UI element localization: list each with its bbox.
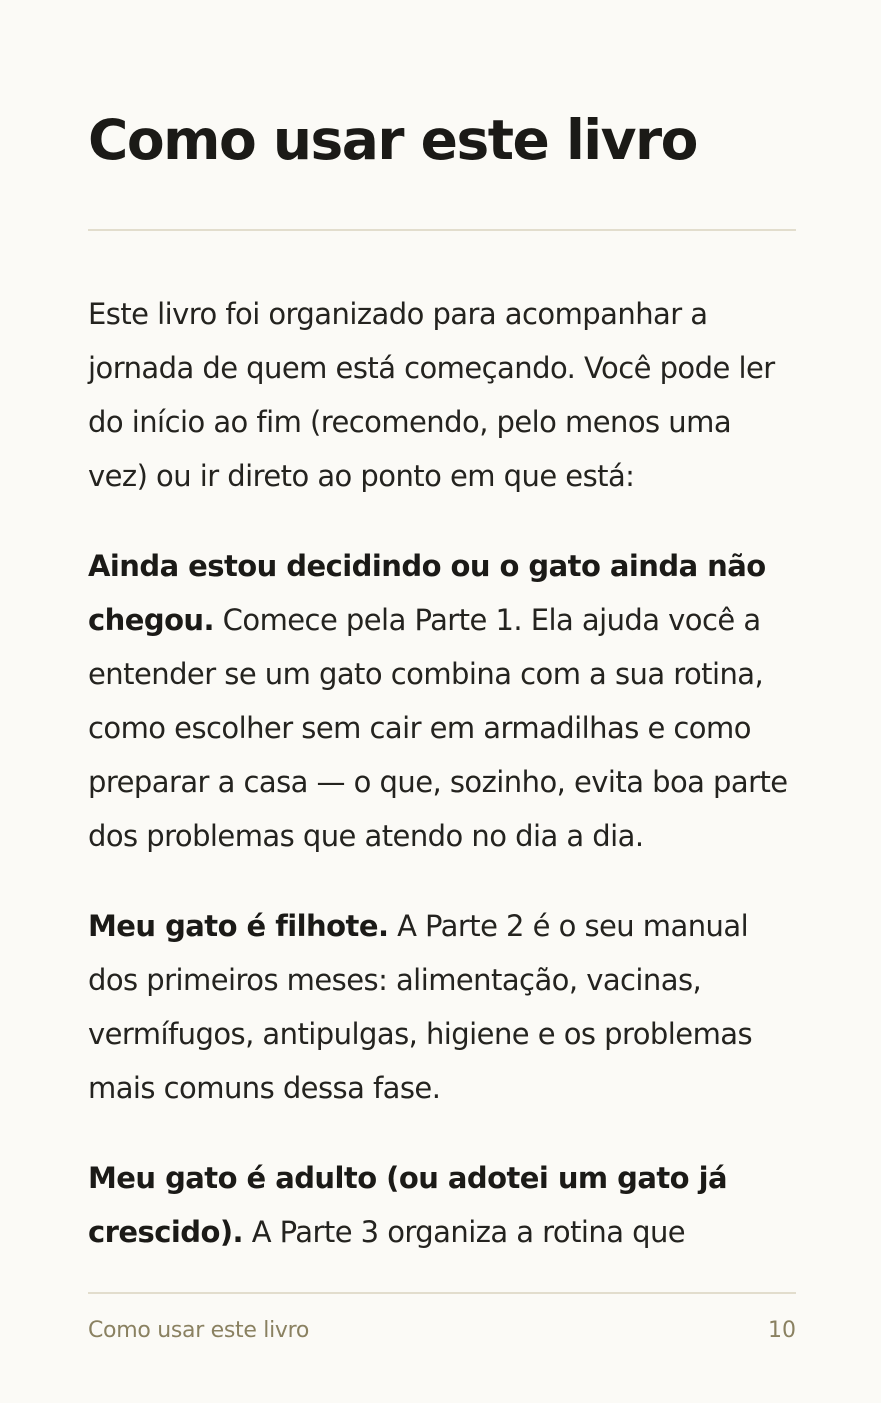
section-lead-1: Ainda estou decidindo ou o gato ainda não chegou. [88, 549, 766, 637]
chapter-body [88, 287, 796, 1295]
chapter-title: Como usar este livro [88, 108, 697, 172]
section-lead-2: Meu gato é filhote. [88, 909, 389, 943]
section-text-1: Comece pela Parte 1. Ela ajuda você a entender se um gato combina com a sua rotina, como escolher sem cair em armadilhas e como preparar a casa — o que, sozinho, evita boa parte dos problemas que atendo no dia a dia. [88, 603, 788, 853]
section-paragraph-3 [88, 1151, 796, 1259]
page-footer [88, 1314, 796, 1348]
intro-paragraph: Este livro foi organizado para acompanhar a jornada de quem está começando. Você pode ler do início ao fim (recomendo, pelo menos uma vez) ou ir direto ao ponto em que está: [88, 297, 775, 493]
running-title: Como usar este livro [88, 1318, 310, 1343]
section-paragraph-2 [88, 899, 796, 1115]
page-number: 10 [768, 1318, 796, 1343]
section-text-2: A Parte 2 é o seu manual dos primeiros meses: alimentação, vacinas, vermífugos, antipulgas, higiene e os problemas mais comuns dessa fase. [88, 909, 753, 1105]
footer-divider [88, 1292, 796, 1294]
section-lead-3: Meu gato é adulto (ou adotei um gato já crescido). [88, 1161, 728, 1249]
section-paragraph-1 [88, 539, 796, 863]
title-divider [88, 229, 796, 231]
book-page [88, 0, 796, 1403]
section-text-3: A Parte 3 organiza a rotina que [251, 1215, 686, 1249]
